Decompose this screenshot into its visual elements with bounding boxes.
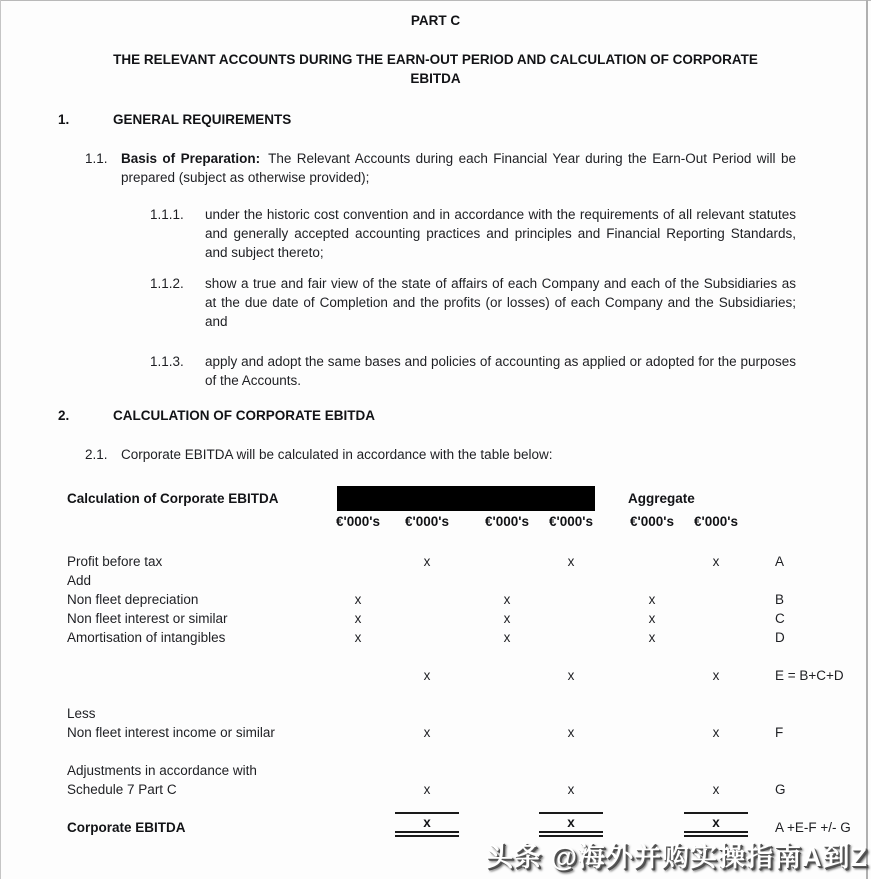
clause-1-1-1: [0, 205, 871, 262]
section-title: CALCULATION OF CORPORATE EBITDA: [113, 408, 375, 423]
clause-1-1-3: [0, 352, 871, 390]
clause-text: under the historic cost convention and in accordance with the requirements of all relevant statutes and generally accepted accounting practices and principles and Financial Reporting Standards, and subject thereto;: [205, 207, 796, 260]
unit-column-header: €'000's: [336, 514, 380, 529]
section-1-heading: [0, 112, 871, 131]
row-reference-letter: G: [775, 782, 786, 797]
value-cell: x: [712, 668, 720, 683]
ebitda-calculation-table: [0, 484, 871, 837]
value-cell: x: [423, 725, 431, 740]
row-reference-letter: E = B+C+D: [775, 668, 844, 683]
section-number: 1.: [58, 112, 70, 127]
row-label: Profit before tax: [67, 554, 163, 569]
clause-text: Corporate EBITDA will be calculated in accordance with the table below:: [121, 447, 553, 462]
row-reference-letter: D: [775, 630, 785, 645]
row-reference-letter: C: [775, 611, 785, 626]
table-row: [0, 761, 871, 780]
clause-body: The Relevant Accounts during each Financial Year during the Earn-Out Period will be prepared (subject as otherwise provided);: [121, 151, 796, 185]
row-reference-letter: F: [775, 725, 784, 740]
table-row: [0, 552, 871, 571]
clause-1-1-2: [0, 274, 871, 331]
row-label: Less: [67, 706, 96, 721]
value-cell: x: [712, 725, 720, 740]
table-row: [0, 571, 871, 590]
clause-number: 1.1.2.: [150, 276, 184, 291]
row-reference-letter: B: [775, 592, 785, 607]
unit-column-header: €'000's: [485, 514, 529, 529]
unit-column-header: €'000's: [405, 514, 449, 529]
table-row: [0, 685, 871, 704]
aggregate-column-header: Aggregate: [628, 491, 695, 506]
table-row: [0, 666, 871, 685]
value-cell: x: [712, 554, 720, 569]
section-2-heading: [0, 408, 871, 427]
value-cell: x: [354, 630, 362, 645]
table-row: [0, 609, 871, 628]
table-row: [0, 742, 871, 761]
clause-number: 2.1.: [85, 447, 108, 462]
table-body: [0, 552, 871, 837]
clause-text: [121, 149, 796, 187]
row-label: Amortisation of intangibles: [67, 630, 226, 645]
row-reference-letter: A +E-F +/- G: [775, 820, 851, 835]
section-title: GENERAL REQUIREMENTS: [113, 112, 292, 127]
toutiao-watermark: 头条 @海外并购实操指南A到Z: [486, 842, 868, 872]
clause-1-1: [0, 149, 871, 187]
table-row: [0, 647, 871, 666]
part-label: PART C: [410, 13, 461, 28]
value-cell: x: [648, 592, 656, 607]
row-label: Adjustments in accordance with: [67, 763, 257, 778]
table-units-row: [0, 514, 871, 533]
value-cell: x: [567, 668, 575, 683]
section-number: 2.: [58, 408, 70, 423]
value-cell: x: [354, 611, 362, 626]
total-value-cell: x: [395, 812, 459, 837]
document-title-line2: EBITDA: [410, 70, 461, 86]
total-value-cell: x: [684, 812, 748, 837]
clause-text: apply and adopt the same bases and policies of accounting as applied or adopted for the purposes of the Accounts.: [205, 354, 796, 388]
value-cell: x: [712, 782, 720, 797]
row-label: Add: [67, 573, 92, 588]
value-cell: x: [503, 611, 511, 626]
value-cell: x: [423, 668, 431, 683]
scan-edge-top: [0, 0, 871, 1]
table-row: [0, 780, 871, 799]
unit-column-header: €'000's: [694, 514, 738, 529]
table-header-row: [0, 484, 871, 506]
value-cell: x: [567, 782, 575, 797]
total-value-cell: x: [539, 812, 603, 837]
document-title-line1: THE RELEVANT ACCOUNTS DURING THE EARN-OUT PERIOD AND CALCULATION OF CORPORATE: [113, 52, 758, 67]
row-label: Schedule 7 Part C: [67, 782, 177, 797]
table-row: [0, 704, 871, 723]
redaction-bar: [337, 486, 595, 511]
unit-column-header: €'000's: [549, 514, 593, 529]
table-row: [0, 628, 871, 647]
value-cell: x: [354, 592, 362, 607]
document-title: [56, 51, 816, 88]
value-cell: x: [648, 611, 656, 626]
value-cell: x: [567, 725, 575, 740]
value-cell: x: [648, 630, 656, 645]
clause-2-1: [0, 445, 871, 464]
row-label: Non fleet interest income or similar: [67, 725, 275, 740]
unit-column-header: €'000's: [630, 514, 674, 529]
table-row: [0, 723, 871, 742]
value-cell: x: [503, 630, 511, 645]
row-label: Non fleet interest or similar: [67, 611, 228, 626]
value-cell: x: [503, 592, 511, 607]
table-title: Calculation of Corporate EBITDA: [67, 491, 279, 506]
row-label: Non fleet depreciation: [67, 592, 199, 607]
clause-number: 1.1.1.: [150, 207, 184, 222]
clause-number: 1.1.: [85, 151, 108, 166]
value-cell: x: [423, 782, 431, 797]
clause-number: 1.1.3.: [150, 354, 184, 369]
table-row: [0, 590, 871, 609]
value-cell: x: [567, 554, 575, 569]
row-label: Corporate EBITDA: [67, 820, 186, 835]
row-reference-letter: A: [775, 554, 785, 569]
clause-text: show a true and fair view of the state of affairs of each Company and each of the Subsidiaries as at the due date of Completion and the profits (or losses) of each Company and the Subsidiaries; and: [205, 276, 796, 329]
clause-lead: Basis of Preparation:: [121, 151, 261, 166]
value-cell: x: [423, 554, 431, 569]
